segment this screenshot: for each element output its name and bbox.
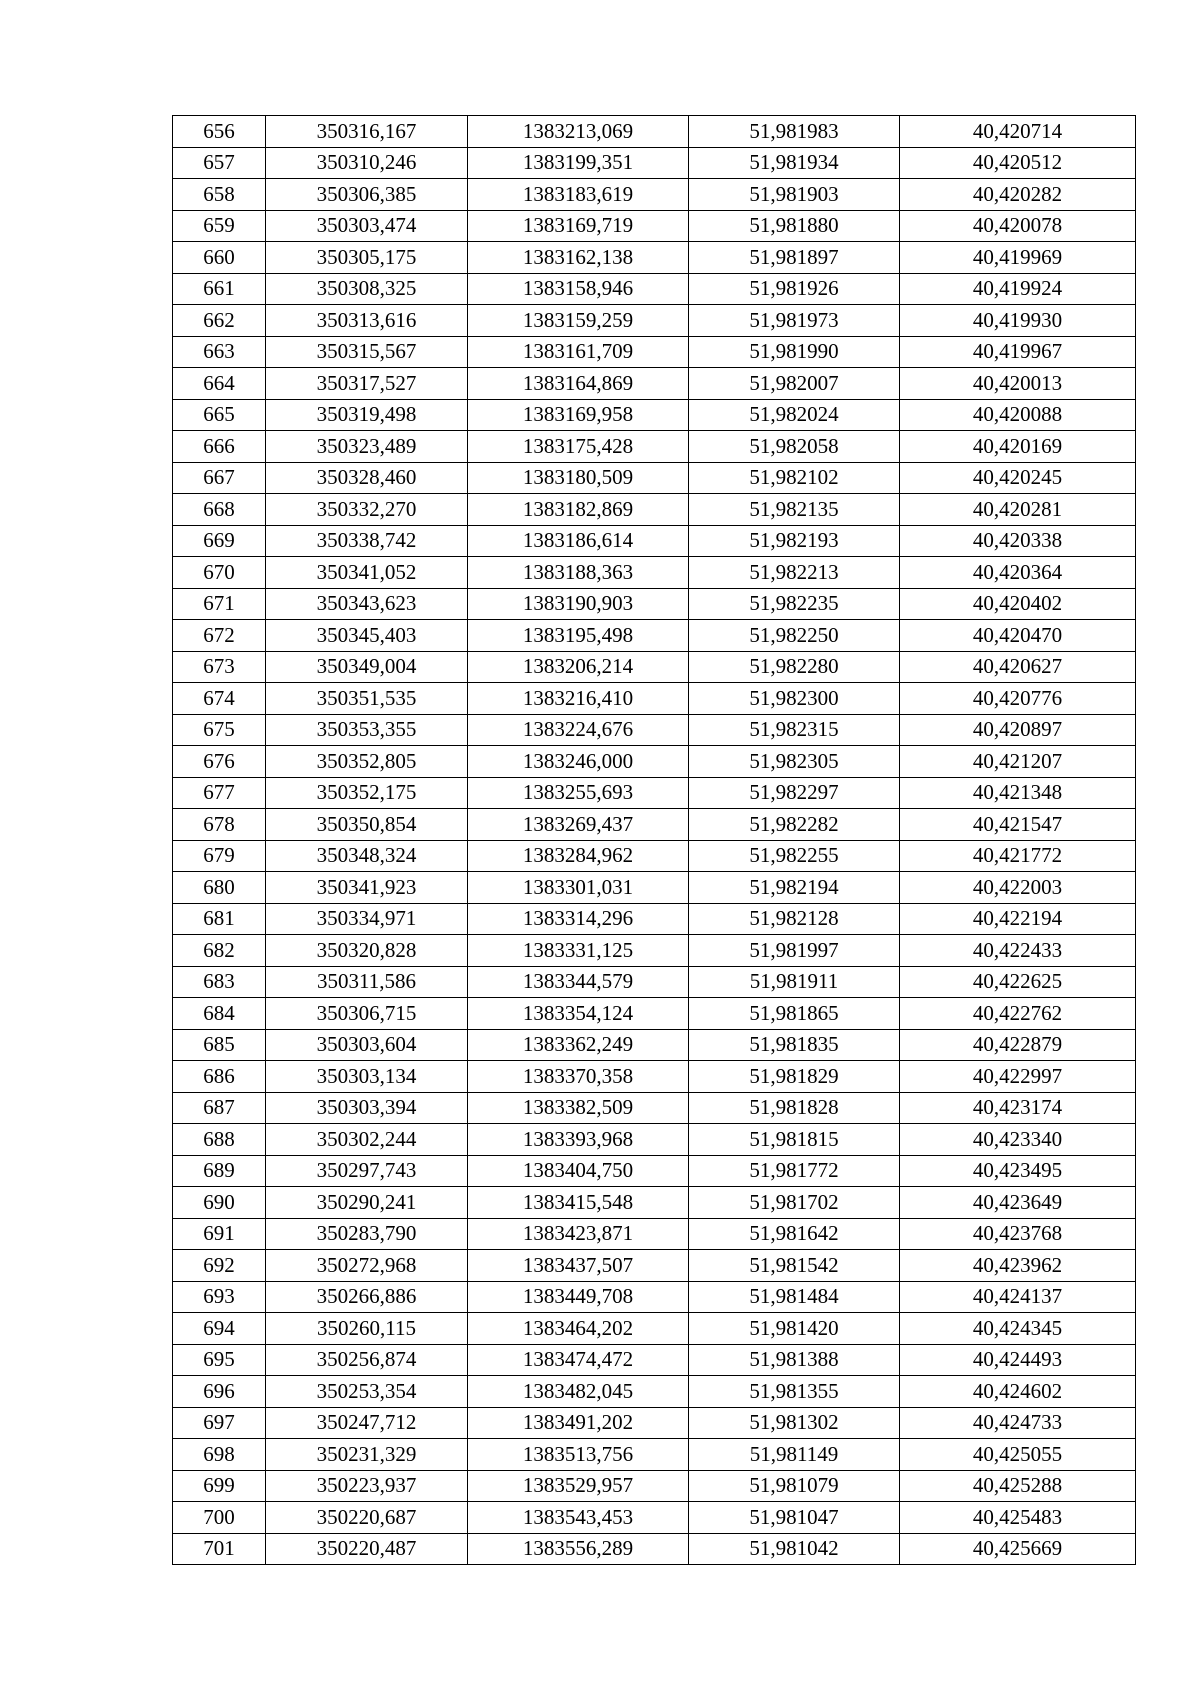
x-coordinate-cell: 350302,244 [266,1124,468,1156]
latitude-cell: 51,982280 [689,651,900,683]
x-coordinate-cell: 350320,828 [266,935,468,967]
x-coordinate-cell: 350328,460 [266,462,468,494]
point-number-cell: 670 [173,557,266,589]
table-row [173,620,1136,652]
point-number-cell: 662 [173,305,266,337]
point-number-cell: 700 [173,1502,266,1534]
table-row [173,872,1136,904]
point-number-cell: 695 [173,1344,266,1376]
table-row [173,273,1136,305]
x-coordinate-cell: 350220,487 [266,1533,468,1565]
latitude-cell: 51,982128 [689,903,900,935]
y-coordinate-cell: 1383224,676 [468,714,689,746]
longitude-cell: 40,420512 [900,147,1136,179]
y-coordinate-cell: 1383269,437 [468,809,689,841]
x-coordinate-cell: 350272,968 [266,1250,468,1282]
point-number-cell: 685 [173,1029,266,1061]
longitude-cell: 40,419924 [900,273,1136,305]
latitude-cell: 51,981926 [689,273,900,305]
latitude-cell: 51,982213 [689,557,900,589]
longitude-cell: 40,420470 [900,620,1136,652]
y-coordinate-cell: 1383161,709 [468,336,689,368]
latitude-cell: 51,981149 [689,1439,900,1471]
x-coordinate-cell: 350310,246 [266,147,468,179]
longitude-cell: 40,420338 [900,525,1136,557]
longitude-cell: 40,420402 [900,588,1136,620]
x-coordinate-cell: 350306,385 [266,179,468,211]
longitude-cell: 40,420776 [900,683,1136,715]
latitude-cell: 51,982102 [689,462,900,494]
longitude-cell: 40,422762 [900,998,1136,1030]
y-coordinate-cell: 1383158,946 [468,273,689,305]
longitude-cell: 40,425055 [900,1439,1136,1471]
y-coordinate-cell: 1383182,869 [468,494,689,526]
longitude-cell: 40,420364 [900,557,1136,589]
x-coordinate-cell: 350308,325 [266,273,468,305]
table-row [173,746,1136,778]
latitude-cell: 51,982282 [689,809,900,841]
x-coordinate-cell: 350303,604 [266,1029,468,1061]
point-number-cell: 665 [173,399,266,431]
longitude-cell: 40,424493 [900,1344,1136,1376]
latitude-cell: 51,981973 [689,305,900,337]
point-number-cell: 680 [173,872,266,904]
table-row [173,714,1136,746]
y-coordinate-cell: 1383344,579 [468,966,689,998]
table-row [173,1470,1136,1502]
latitude-cell: 51,981897 [689,242,900,274]
y-coordinate-cell: 1383175,428 [468,431,689,463]
table-row [173,935,1136,967]
point-number-cell: 657 [173,147,266,179]
point-number-cell: 673 [173,651,266,683]
latitude-cell: 51,982007 [689,368,900,400]
latitude-cell: 51,981829 [689,1061,900,1093]
y-coordinate-cell: 1383190,903 [468,588,689,620]
latitude-cell: 51,982297 [689,777,900,809]
x-coordinate-cell: 350290,241 [266,1187,468,1219]
x-coordinate-cell: 350351,535 [266,683,468,715]
coordinates-table [172,115,1136,1565]
y-coordinate-cell: 1383186,614 [468,525,689,557]
longitude-cell: 40,421547 [900,809,1136,841]
table-row [173,809,1136,841]
point-number-cell: 694 [173,1313,266,1345]
longitude-cell: 40,425483 [900,1502,1136,1534]
longitude-cell: 40,424345 [900,1313,1136,1345]
latitude-cell: 51,981903 [689,179,900,211]
point-number-cell: 679 [173,840,266,872]
y-coordinate-cell: 1383437,507 [468,1250,689,1282]
longitude-cell: 40,422433 [900,935,1136,967]
y-coordinate-cell: 1383199,351 [468,147,689,179]
longitude-cell: 40,420281 [900,494,1136,526]
latitude-cell: 51,982300 [689,683,900,715]
longitude-cell: 40,423174 [900,1092,1136,1124]
y-coordinate-cell: 1383529,957 [468,1470,689,1502]
x-coordinate-cell: 350283,790 [266,1218,468,1250]
latitude-cell: 51,982135 [689,494,900,526]
latitude-cell: 51,982193 [689,525,900,557]
y-coordinate-cell: 1383164,869 [468,368,689,400]
latitude-cell: 51,981302 [689,1407,900,1439]
table-row [173,1439,1136,1471]
y-coordinate-cell: 1383474,472 [468,1344,689,1376]
latitude-cell: 51,981828 [689,1092,900,1124]
y-coordinate-cell: 1383331,125 [468,935,689,967]
point-number-cell: 658 [173,179,266,211]
latitude-cell: 51,981355 [689,1376,900,1408]
table-row [173,998,1136,1030]
latitude-cell: 51,982058 [689,431,900,463]
x-coordinate-cell: 350306,715 [266,998,468,1030]
x-coordinate-cell: 350353,355 [266,714,468,746]
table-row [173,1029,1136,1061]
longitude-cell: 40,421772 [900,840,1136,872]
longitude-cell: 40,422879 [900,1029,1136,1061]
y-coordinate-cell: 1383255,693 [468,777,689,809]
latitude-cell: 51,981702 [689,1187,900,1219]
longitude-cell: 40,421207 [900,746,1136,778]
x-coordinate-cell: 350311,586 [266,966,468,998]
x-coordinate-cell: 350352,175 [266,777,468,809]
latitude-cell: 51,982255 [689,840,900,872]
point-number-cell: 676 [173,746,266,778]
table-row [173,147,1136,179]
y-coordinate-cell: 1383314,296 [468,903,689,935]
latitude-cell: 51,981642 [689,1218,900,1250]
table-row [173,557,1136,589]
longitude-cell: 40,423649 [900,1187,1136,1219]
table-row [173,242,1136,274]
point-number-cell: 674 [173,683,266,715]
point-number-cell: 681 [173,903,266,935]
table-row [173,179,1136,211]
coordinates-table-body [173,116,1136,1565]
y-coordinate-cell: 1383246,000 [468,746,689,778]
longitude-cell: 40,420169 [900,431,1136,463]
longitude-cell: 40,424137 [900,1281,1136,1313]
y-coordinate-cell: 1383382,509 [468,1092,689,1124]
point-number-cell: 660 [173,242,266,274]
longitude-cell: 40,424733 [900,1407,1136,1439]
x-coordinate-cell: 350266,886 [266,1281,468,1313]
y-coordinate-cell: 1383159,259 [468,305,689,337]
y-coordinate-cell: 1383216,410 [468,683,689,715]
point-number-cell: 688 [173,1124,266,1156]
y-coordinate-cell: 1383284,962 [468,840,689,872]
longitude-cell: 40,422194 [900,903,1136,935]
table-row [173,525,1136,557]
point-number-cell: 675 [173,714,266,746]
x-coordinate-cell: 350345,403 [266,620,468,652]
table-row [173,368,1136,400]
x-coordinate-cell: 350315,567 [266,336,468,368]
x-coordinate-cell: 350319,498 [266,399,468,431]
x-coordinate-cell: 350352,805 [266,746,468,778]
table-row [173,966,1136,998]
y-coordinate-cell: 1383213,069 [468,116,689,148]
point-number-cell: 668 [173,494,266,526]
latitude-cell: 51,982235 [689,588,900,620]
y-coordinate-cell: 1383354,124 [468,998,689,1030]
longitude-cell: 40,419969 [900,242,1136,274]
table-row [173,210,1136,242]
longitude-cell: 40,420627 [900,651,1136,683]
table-row [173,1344,1136,1376]
longitude-cell: 40,423768 [900,1218,1136,1250]
table-row [173,336,1136,368]
longitude-cell: 40,422625 [900,966,1136,998]
latitude-cell: 51,981983 [689,116,900,148]
point-number-cell: 677 [173,777,266,809]
point-number-cell: 667 [173,462,266,494]
y-coordinate-cell: 1383543,453 [468,1502,689,1534]
point-number-cell: 666 [173,431,266,463]
latitude-cell: 51,981079 [689,1470,900,1502]
longitude-cell: 40,419967 [900,336,1136,368]
latitude-cell: 51,981420 [689,1313,900,1345]
y-coordinate-cell: 1383464,202 [468,1313,689,1345]
point-number-cell: 701 [173,1533,266,1565]
x-coordinate-cell: 350317,527 [266,368,468,400]
x-coordinate-cell: 350231,329 [266,1439,468,1471]
longitude-cell: 40,422997 [900,1061,1136,1093]
x-coordinate-cell: 350303,474 [266,210,468,242]
x-coordinate-cell: 350343,623 [266,588,468,620]
latitude-cell: 51,981835 [689,1029,900,1061]
longitude-cell: 40,425288 [900,1470,1136,1502]
point-number-cell: 691 [173,1218,266,1250]
y-coordinate-cell: 1383404,750 [468,1155,689,1187]
point-number-cell: 690 [173,1187,266,1219]
latitude-cell: 51,982250 [689,620,900,652]
table-row [173,494,1136,526]
y-coordinate-cell: 1383188,363 [468,557,689,589]
point-number-cell: 661 [173,273,266,305]
x-coordinate-cell: 350305,175 [266,242,468,274]
y-coordinate-cell: 1383513,756 [468,1439,689,1471]
table-row [173,903,1136,935]
y-coordinate-cell: 1383169,958 [468,399,689,431]
x-coordinate-cell: 350341,052 [266,557,468,589]
point-number-cell: 693 [173,1281,266,1313]
point-number-cell: 692 [173,1250,266,1282]
table-row [173,1281,1136,1313]
table-row [173,1218,1136,1250]
longitude-cell: 40,421348 [900,777,1136,809]
y-coordinate-cell: 1383423,871 [468,1218,689,1250]
latitude-cell: 51,981484 [689,1281,900,1313]
x-coordinate-cell: 350297,743 [266,1155,468,1187]
point-number-cell: 699 [173,1470,266,1502]
point-number-cell: 669 [173,525,266,557]
table-row [173,840,1136,872]
x-coordinate-cell: 350247,712 [266,1407,468,1439]
y-coordinate-cell: 1383169,719 [468,210,689,242]
table-row [173,1187,1136,1219]
longitude-cell: 40,420282 [900,179,1136,211]
y-coordinate-cell: 1383393,968 [468,1124,689,1156]
y-coordinate-cell: 1383180,509 [468,462,689,494]
table-row [173,462,1136,494]
latitude-cell: 51,981997 [689,935,900,967]
y-coordinate-cell: 1383482,045 [468,1376,689,1408]
longitude-cell: 40,419930 [900,305,1136,337]
latitude-cell: 51,982305 [689,746,900,778]
table-row [173,1124,1136,1156]
latitude-cell: 51,981815 [689,1124,900,1156]
x-coordinate-cell: 350350,854 [266,809,468,841]
table-row [173,399,1136,431]
x-coordinate-cell: 350260,115 [266,1313,468,1345]
y-coordinate-cell: 1383195,498 [468,620,689,652]
y-coordinate-cell: 1383556,289 [468,1533,689,1565]
latitude-cell: 51,982315 [689,714,900,746]
point-number-cell: 683 [173,966,266,998]
point-number-cell: 664 [173,368,266,400]
y-coordinate-cell: 1383370,358 [468,1061,689,1093]
longitude-cell: 40,424602 [900,1376,1136,1408]
x-coordinate-cell: 350313,616 [266,305,468,337]
latitude-cell: 51,981880 [689,210,900,242]
table-row [173,1407,1136,1439]
point-number-cell: 659 [173,210,266,242]
x-coordinate-cell: 350341,923 [266,872,468,904]
table-row [173,651,1136,683]
latitude-cell: 51,981865 [689,998,900,1030]
table-row [173,777,1136,809]
longitude-cell: 40,420013 [900,368,1136,400]
latitude-cell: 51,981042 [689,1533,900,1565]
point-number-cell: 678 [173,809,266,841]
x-coordinate-cell: 350253,354 [266,1376,468,1408]
x-coordinate-cell: 350316,167 [266,116,468,148]
longitude-cell: 40,425669 [900,1533,1136,1565]
table-row [173,1155,1136,1187]
longitude-cell: 40,420245 [900,462,1136,494]
longitude-cell: 40,420078 [900,210,1136,242]
longitude-cell: 40,423962 [900,1250,1136,1282]
y-coordinate-cell: 1383449,708 [468,1281,689,1313]
table-row [173,588,1136,620]
longitude-cell: 40,420088 [900,399,1136,431]
table-row [173,305,1136,337]
x-coordinate-cell: 350338,742 [266,525,468,557]
table-row [173,1376,1136,1408]
y-coordinate-cell: 1383183,619 [468,179,689,211]
point-number-cell: 697 [173,1407,266,1439]
point-number-cell: 656 [173,116,266,148]
longitude-cell: 40,422003 [900,872,1136,904]
point-number-cell: 689 [173,1155,266,1187]
x-coordinate-cell: 350334,971 [266,903,468,935]
longitude-cell: 40,423495 [900,1155,1136,1187]
y-coordinate-cell: 1383362,249 [468,1029,689,1061]
longitude-cell: 40,423340 [900,1124,1136,1156]
latitude-cell: 51,982024 [689,399,900,431]
x-coordinate-cell: 350332,270 [266,494,468,526]
x-coordinate-cell: 350303,134 [266,1061,468,1093]
point-number-cell: 671 [173,588,266,620]
latitude-cell: 51,982194 [689,872,900,904]
table-row [173,1502,1136,1534]
latitude-cell: 51,981047 [689,1502,900,1534]
latitude-cell: 51,981990 [689,336,900,368]
point-number-cell: 684 [173,998,266,1030]
point-number-cell: 687 [173,1092,266,1124]
y-coordinate-cell: 1383206,214 [468,651,689,683]
y-coordinate-cell: 1383415,548 [468,1187,689,1219]
table-row [173,1061,1136,1093]
y-coordinate-cell: 1383162,138 [468,242,689,274]
x-coordinate-cell: 350256,874 [266,1344,468,1376]
y-coordinate-cell: 1383301,031 [468,872,689,904]
x-coordinate-cell: 350323,489 [266,431,468,463]
latitude-cell: 51,981911 [689,966,900,998]
latitude-cell: 51,981388 [689,1344,900,1376]
table-row [173,1092,1136,1124]
point-number-cell: 672 [173,620,266,652]
point-number-cell: 663 [173,336,266,368]
longitude-cell: 40,420714 [900,116,1136,148]
table-row [173,1533,1136,1565]
latitude-cell: 51,981772 [689,1155,900,1187]
table-row [173,116,1136,148]
y-coordinate-cell: 1383491,202 [468,1407,689,1439]
point-number-cell: 696 [173,1376,266,1408]
longitude-cell: 40,420897 [900,714,1136,746]
table-row [173,1250,1136,1282]
x-coordinate-cell: 350303,394 [266,1092,468,1124]
x-coordinate-cell: 350223,937 [266,1470,468,1502]
point-number-cell: 698 [173,1439,266,1471]
x-coordinate-cell: 350220,687 [266,1502,468,1534]
latitude-cell: 51,981542 [689,1250,900,1282]
table-row [173,1313,1136,1345]
latitude-cell: 51,981934 [689,147,900,179]
table-row [173,683,1136,715]
point-number-cell: 682 [173,935,266,967]
table-row [173,431,1136,463]
point-number-cell: 686 [173,1061,266,1093]
x-coordinate-cell: 350348,324 [266,840,468,872]
x-coordinate-cell: 350349,004 [266,651,468,683]
